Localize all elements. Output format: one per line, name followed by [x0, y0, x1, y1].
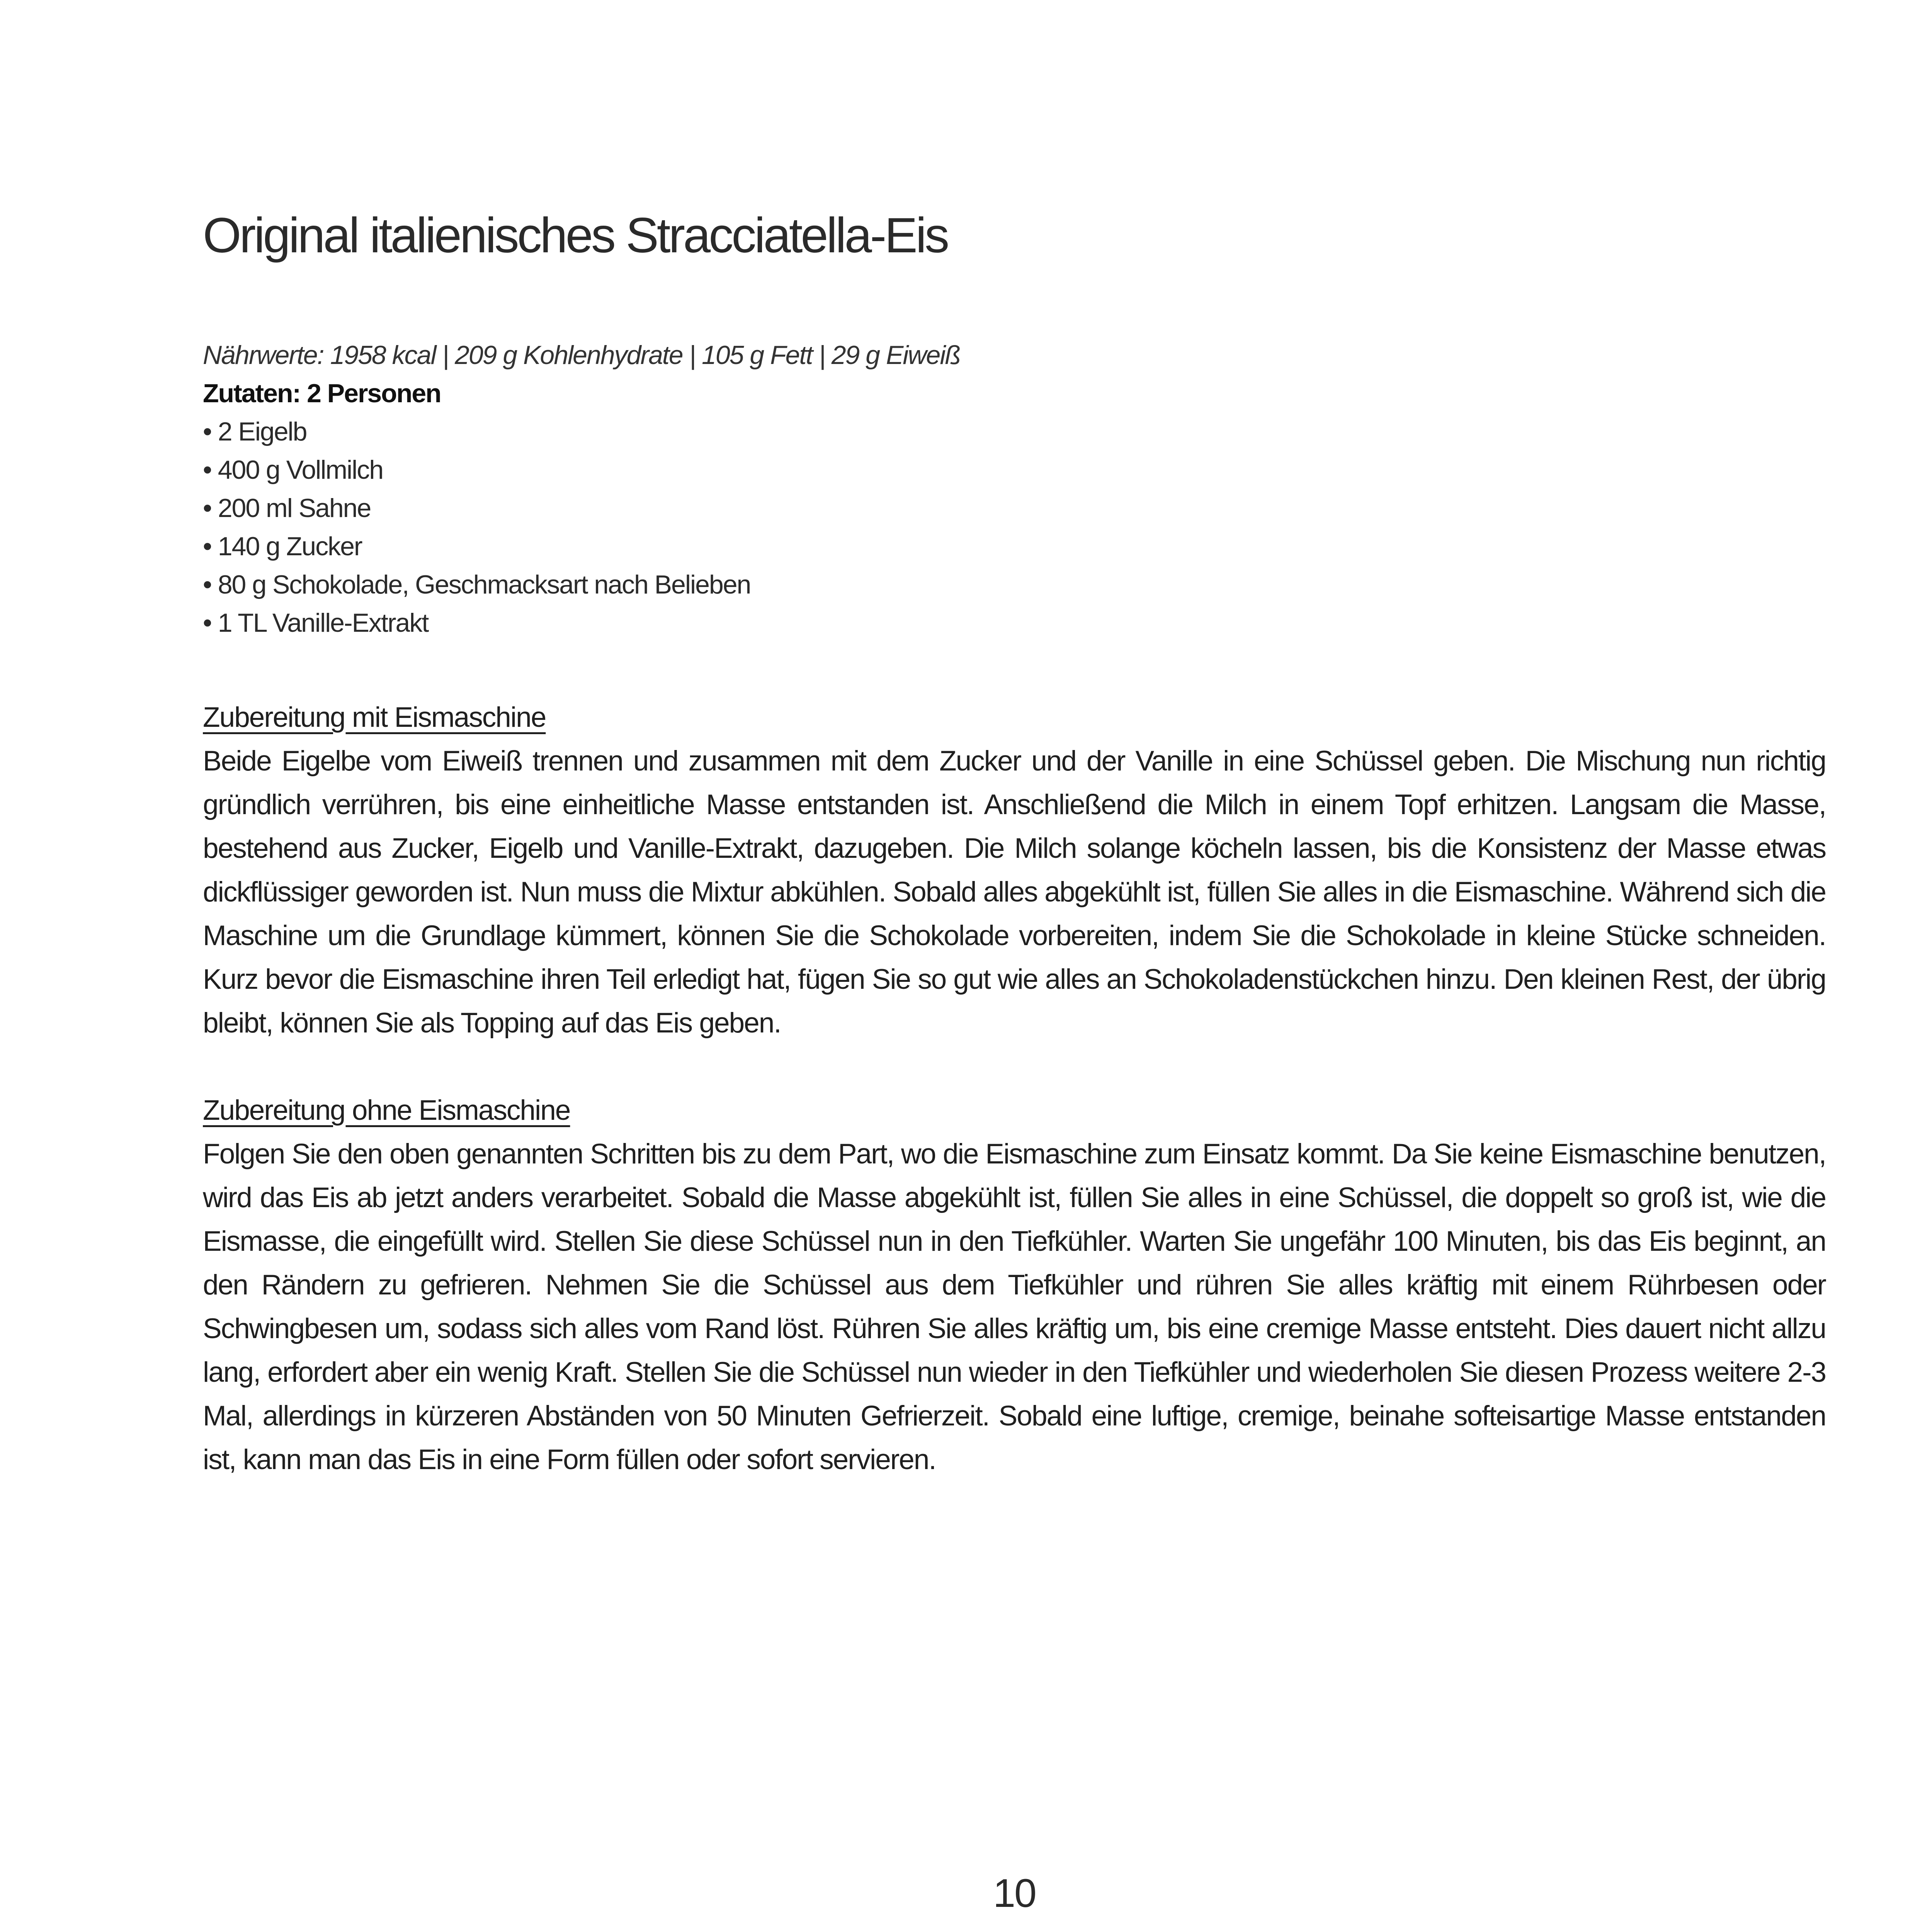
ingredient-item: • 200 ml Sahne: [203, 493, 371, 523]
ingredient-item: • 1 TL Vanille-Extrakt: [203, 608, 429, 638]
recipe-meta: [203, 336, 1826, 642]
nutrition-info: Nährwerte: 1958 kcal | 209 g Kohlenhydrate | 105 g Fett | 29 g Eiweiß: [203, 340, 960, 370]
ingredient-item: • 80 g Schokolade, Geschmacksart nach Belieben: [203, 570, 751, 599]
ingredient-item: • 2 Eigelb: [203, 417, 307, 446]
ingredients-list: [203, 413, 1826, 642]
document-page: [203, 0, 1826, 1932]
ingredient-item: • 140 g Zucker: [203, 532, 362, 561]
ingredients-heading: Zutaten: 2 Personen: [203, 379, 441, 408]
preparation-with-machine-text: Beide Eigelbe vom Eiweiß trennen und zusammen mit dem Zucker und der Vanille in eine Schüssel geben. Die Mischung nun richtig gründlich verrühren, bis eine einheitliche Masse entstanden ist. Anschließend die Milch in einem Topf erhitzen. Langsam die Masse, bestehend aus Zucker, Eigelb und Vanille-Extrakt, dazugeben. Die Milch solange köcheln lassen, bis die Konsistenz der Masse etwas dickflüssiger geworden ist. Nun muss die Mixtur abkühlen. Sobald alles abgekühlt ist, füllen Sie alles in die Eismaschine. Während sich die Maschine um die Grundlage kümmert, können Sie die Schokolade vorbereiten, indem Sie die Schokolade in kleine Stücke schneiden. Kurz bevor die Eismaschine ihren Teil erledigt hat, fügen Sie so gut wie alles an Schokoladenstückchen hinzu. Den kleinen Rest, der übrig bleibt, können Sie als Topping auf das Eis geben.: [203, 745, 1826, 1039]
ingredient-item: • 400 g Vollmilch: [203, 455, 383, 485]
preparation-without-machine-section: [203, 1088, 1826, 1481]
preparation-without-machine-text: Folgen Sie den oben genannten Schritten bis zu dem Part, wo die Eismaschine zum Einsatz kommt. Da Sie keine Eismaschine benutzen, wird das Eis ab jetzt anders verarbeitet. Sobald die Masse abgekühlt ist, füllen Sie alles in eine Schüssel, die doppelt so groß ist, wie die Eismasse, die eingefüllt wird. Stellen Sie diese Schüssel nun in den Tiefkühler. Warten Sie ungefähr 100 Minuten, bis das Eis beginnt, an den Rändern zu gefrieren. Nehmen Sie die Schüssel aus dem Tiefkühler und rühren Sie alles kräftig mit einem Rührbesen oder Schwingbesen um, sodass sich alles vom Rand löst. Rühren Sie alles kräftig um, bis eine cremige Masse entsteht. Dies dauert nicht allzu lang, erfordert aber ein wenig Kraft. Stellen Sie die Schüssel nun wieder in den Tiefkühler und wiederholen Sie diesen Prozess weitere 2-3 Mal, allerdings in kürzeren Abständen von 50 Minuten Gefrierzeit. Sobald eine luftige, cremige, beinahe softeisartige Masse entstanden ist, kann man das Eis in eine Form füllen oder sofort servieren.: [203, 1138, 1826, 1475]
recipe-title: Original italienisches Stracciatella-Eis: [203, 208, 948, 263]
preparation-without-machine-heading: Zubereitung ohne Eismaschine: [203, 1095, 570, 1126]
page-number: 10: [993, 1871, 1036, 1916]
preparation-with-machine-section: [203, 696, 1826, 1045]
preparation-with-machine-heading: Zubereitung mit Eismaschine: [203, 702, 546, 733]
